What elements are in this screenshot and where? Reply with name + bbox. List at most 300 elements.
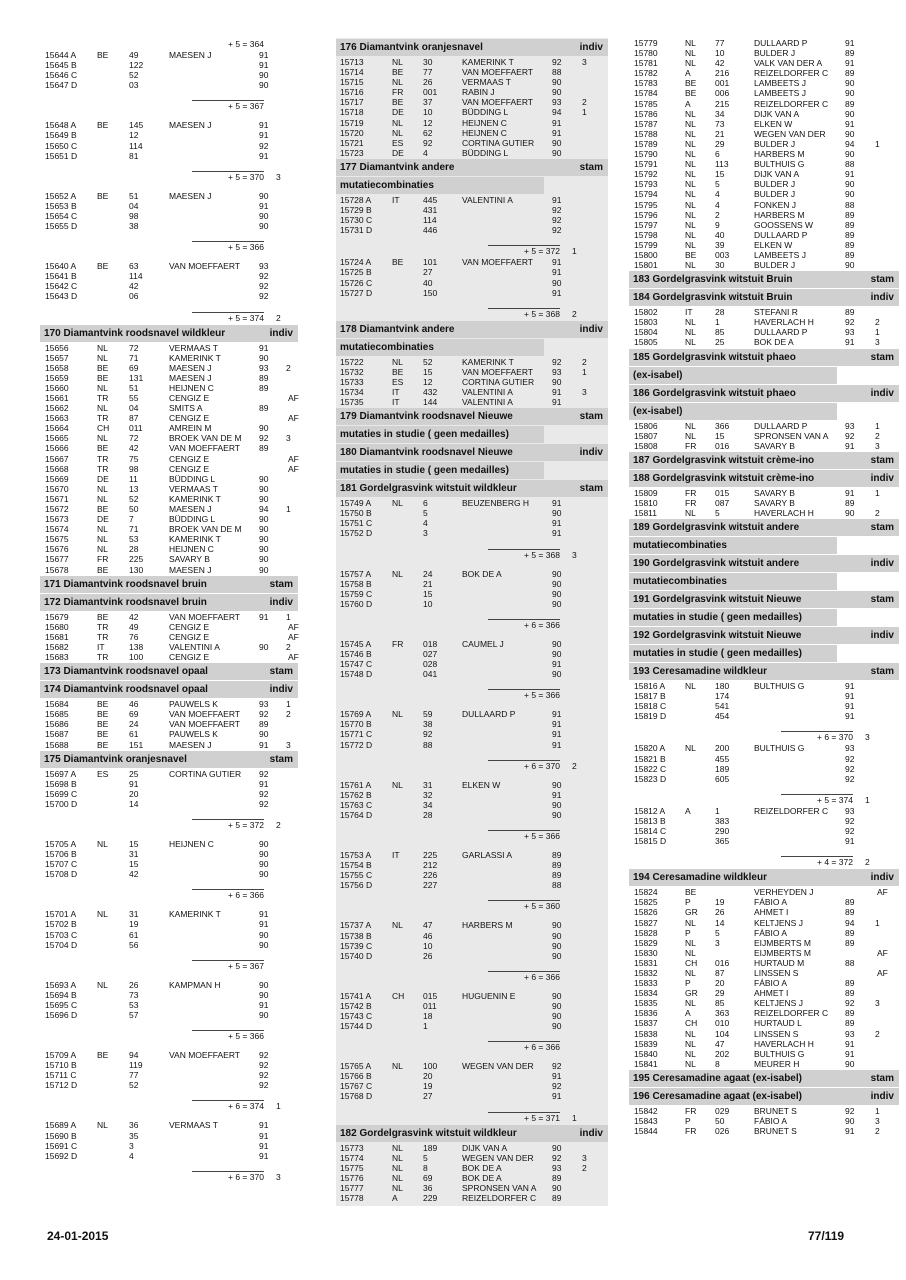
bird-id: 71 xyxy=(129,524,139,535)
section-kind: stam xyxy=(870,666,894,678)
bird-id: 114 xyxy=(423,215,437,226)
exhibitor-name: FÁBIO A xyxy=(754,927,788,938)
table-row xyxy=(629,938,899,948)
score: 90 xyxy=(259,641,269,652)
section-title: 177 Diamantvink andere xyxy=(340,161,455,173)
exhibitor-name: BÜDDING L xyxy=(169,514,216,525)
table-row xyxy=(336,77,608,87)
exhibitor-name: AHMET I xyxy=(754,907,789,918)
country: NL xyxy=(97,909,108,920)
exhibitor-name: VAN MOEFFAERT xyxy=(462,366,534,377)
country: BE xyxy=(97,719,109,730)
ring-number: 15700 D xyxy=(45,798,78,809)
bird-id: 49 xyxy=(129,50,139,60)
ring-number: 15784 xyxy=(634,88,658,99)
table-row xyxy=(629,907,899,917)
table-row xyxy=(336,1183,608,1193)
bird-id: 34 xyxy=(715,108,725,119)
table-row xyxy=(629,754,899,764)
section-title: 185 Gordelgrasvink witstuit phaeo xyxy=(633,351,796,363)
subtotal-text: + 6 = 366 xyxy=(524,971,560,982)
country: GR xyxy=(685,988,698,999)
score: 92 xyxy=(259,291,269,302)
subtotal-row xyxy=(336,539,608,561)
table-row xyxy=(629,99,899,109)
table-row xyxy=(336,225,608,235)
award: 2 xyxy=(875,1126,880,1137)
section-title: 174 Diamantvink roodsnavel opaal xyxy=(44,684,208,696)
score: 90 xyxy=(845,1116,855,1126)
bird-id: 42 xyxy=(715,58,725,69)
exhibitor-name: MAESEN J xyxy=(169,739,212,750)
score: 90 xyxy=(552,1021,562,1032)
section-header xyxy=(629,349,899,366)
ring-number: 15821 B xyxy=(634,753,666,764)
table-row xyxy=(40,622,298,632)
ring-number: 15644 A xyxy=(45,50,77,60)
ring-number: 15652 A xyxy=(45,190,77,201)
exhibitor-name: SAVARY B xyxy=(754,440,795,451)
country: DE xyxy=(392,147,404,158)
award: 2 xyxy=(875,430,880,441)
table-row xyxy=(336,880,608,890)
subtotal-text: + 5 = 360 xyxy=(524,901,560,912)
exhibitor-name: DULLAARD P xyxy=(754,327,808,338)
bird-id: 69 xyxy=(129,709,139,720)
country: NL xyxy=(685,1058,696,1069)
subtotal-row xyxy=(629,784,899,806)
bird-id: 53 xyxy=(129,999,139,1010)
country: NL xyxy=(685,138,696,149)
ring-number: 15837 xyxy=(634,1018,658,1029)
table-row xyxy=(40,909,298,919)
ring-number: 15687 xyxy=(45,729,69,740)
ring-number: 15815 D xyxy=(634,836,667,847)
ring-number: 15724 A xyxy=(340,257,372,268)
score: 90 xyxy=(259,70,269,81)
table-row xyxy=(629,836,899,846)
table-row xyxy=(629,260,899,270)
score: 90 xyxy=(259,869,269,880)
section-header-continued xyxy=(336,177,544,194)
score: 90 xyxy=(259,989,269,1000)
exhibitor-name: HURTAUD M xyxy=(754,957,805,968)
subtotal-text: + 5 = 367 xyxy=(228,101,264,112)
table-row xyxy=(629,441,899,451)
score: 92 xyxy=(259,1060,269,1071)
exhibitor-name: WEGEN VAN DER xyxy=(754,128,826,139)
bird-id: 12 xyxy=(423,376,433,387)
ring-number: 15661 xyxy=(45,392,69,403)
ring-number: 15776 xyxy=(340,1172,364,1183)
country: TR xyxy=(97,621,109,632)
country: NL xyxy=(685,1038,696,1049)
table-row xyxy=(629,230,899,240)
score: 91 xyxy=(845,58,855,69)
ring-number: 15825 xyxy=(634,897,658,908)
bird-id: 202 xyxy=(715,1048,730,1059)
score: 90 xyxy=(259,210,269,221)
score: 90 xyxy=(259,1010,269,1020)
country: NL xyxy=(685,118,696,129)
country: BE xyxy=(392,257,404,268)
bird-id: 26 xyxy=(129,979,139,990)
bird-id: 432 xyxy=(423,386,438,397)
country: BE xyxy=(392,67,404,78)
table-row xyxy=(629,948,899,958)
ring-number: 15787 xyxy=(634,118,658,129)
ring-number: 15645 B xyxy=(45,60,77,71)
score: 92 xyxy=(259,1080,269,1091)
table-row xyxy=(629,887,899,897)
score: 93 xyxy=(552,1162,562,1173)
country: BE xyxy=(97,709,109,720)
country: BE xyxy=(97,362,109,373)
exhibitor-name: KAMPMAN H xyxy=(169,979,221,990)
table-row xyxy=(40,859,298,869)
award: AF xyxy=(288,392,299,403)
ring-number: 15841 xyxy=(634,1058,658,1069)
section-title: (ex-isabel) xyxy=(633,405,683,417)
bird-id: 28 xyxy=(129,544,139,555)
section-header-continued xyxy=(336,426,544,443)
exhibitor-name: CORTINA GUTIER xyxy=(169,768,242,779)
score: 91 xyxy=(845,38,855,48)
spacer xyxy=(40,112,298,120)
table-row xyxy=(336,1011,608,1021)
section-header xyxy=(40,576,298,593)
country: NL xyxy=(685,149,696,160)
bird-id: 88 xyxy=(423,739,433,750)
ring-number: 15810 xyxy=(634,497,658,508)
section-header xyxy=(40,594,298,611)
bird-id: 30 xyxy=(715,260,725,271)
bird-id: 30 xyxy=(423,57,433,67)
score: 90 xyxy=(552,1000,562,1011)
table-row xyxy=(336,397,608,407)
score: 92 xyxy=(259,433,269,444)
country: NL xyxy=(392,920,403,931)
section-kind: indiv xyxy=(579,1127,603,1139)
ring-number: 15683 xyxy=(45,652,69,663)
bird-id: 69 xyxy=(423,1172,433,1183)
section-header xyxy=(40,325,298,342)
score: 91 xyxy=(259,919,269,930)
bird-id: 018 xyxy=(423,638,438,649)
bird-id: 34 xyxy=(423,799,433,810)
exhibitor-name: HURTAUD L xyxy=(754,1018,802,1029)
score: 88 xyxy=(552,880,562,891)
ring-number: 15697 A xyxy=(45,768,77,779)
score: 90 xyxy=(259,524,269,535)
exhibitor-name: KAMERINK T xyxy=(462,356,514,367)
ring-number: 15674 xyxy=(45,524,69,535)
bird-id: 31 xyxy=(129,909,139,920)
exhibitor-name: VERHEYDEN J xyxy=(754,887,814,898)
score: 92 xyxy=(845,430,855,441)
bird-id: 9 xyxy=(715,219,720,230)
spacer xyxy=(336,842,608,850)
bird-id: 365 xyxy=(715,836,730,847)
bird-id: 04 xyxy=(129,200,139,211)
table-row xyxy=(629,711,899,721)
exhibitor-name: VAN MOEFFAERT xyxy=(462,97,534,108)
country: NL xyxy=(392,709,403,720)
country: BE xyxy=(97,564,109,575)
country: BE xyxy=(685,78,697,89)
table-row xyxy=(629,109,899,119)
table-row xyxy=(336,639,608,649)
table-row xyxy=(336,377,608,387)
ring-number: 15835 xyxy=(634,998,658,1009)
subtotal-row xyxy=(336,750,608,772)
country: FR xyxy=(685,1105,697,1116)
country: NL xyxy=(392,117,403,128)
score: 91 xyxy=(845,169,855,180)
section-kind: indiv xyxy=(870,872,894,884)
bird-id: 40 xyxy=(715,229,725,240)
section-header xyxy=(629,869,899,886)
exhibitor-name: VALENTINI A xyxy=(462,397,513,408)
score: 91 xyxy=(845,1048,855,1059)
spacer xyxy=(336,1053,608,1061)
subtotal-place: 2 xyxy=(572,308,577,319)
country: NL xyxy=(97,524,108,535)
exhibitor-name: MAESEN J xyxy=(169,50,212,60)
bird-id: 4 xyxy=(715,199,720,210)
subtotal-row xyxy=(40,1090,298,1112)
bird-id: 363 xyxy=(715,1008,730,1019)
country: IT xyxy=(97,641,105,652)
section-title: 190 Gordelgrasvink witstuit andere xyxy=(633,558,800,570)
award: 1 xyxy=(582,366,587,377)
ring-number: 15725 B xyxy=(340,267,372,278)
bird-id: 25 xyxy=(129,768,139,779)
table-row xyxy=(629,998,899,1008)
table-row xyxy=(629,240,899,250)
country: NL xyxy=(685,48,696,59)
exhibitor-name: HARBERS M xyxy=(754,149,805,160)
score: 90 xyxy=(552,568,562,579)
bird-id: 15 xyxy=(129,838,139,849)
score: 92 xyxy=(259,788,269,799)
spacer xyxy=(40,901,298,909)
exhibitor-name: RABIN J xyxy=(462,87,495,98)
ring-number: 15747 C xyxy=(340,659,373,670)
award: 1 xyxy=(875,487,880,498)
score: 89 xyxy=(845,229,855,240)
score: 94 xyxy=(845,138,855,149)
score: 91 xyxy=(845,337,855,348)
section-header xyxy=(629,591,899,608)
table-row xyxy=(40,191,298,201)
subtotal-place: 2 xyxy=(276,312,281,323)
table-row xyxy=(629,764,899,774)
exhibitor-name: SPRONSEN VAN A xyxy=(754,430,829,441)
ring-number: 15772 D xyxy=(340,739,373,750)
section-header xyxy=(629,289,899,306)
score: 90 xyxy=(845,179,855,190)
subtotal-text: + 6 = 366 xyxy=(524,619,560,630)
bird-id: 52 xyxy=(423,356,433,367)
exhibitor-name: AHMET I xyxy=(754,988,789,999)
score: 91 xyxy=(845,1038,855,1049)
table-row xyxy=(336,205,608,215)
bird-id: 4 xyxy=(423,518,428,529)
subtotal-text: + 6 = 370 xyxy=(524,760,560,771)
subtotal-row xyxy=(336,1102,608,1124)
table-row xyxy=(336,790,608,800)
ring-number: 15675 xyxy=(45,534,69,545)
score: 91 xyxy=(259,120,269,131)
exhibitor-name: VERMAAS T xyxy=(169,342,218,353)
bird-id: 46 xyxy=(423,930,433,941)
ring-number: 15641 B xyxy=(45,271,77,282)
ring-number: 15689 A xyxy=(45,1120,77,1131)
section-header xyxy=(336,321,608,338)
bird-id: 15 xyxy=(423,588,433,599)
subtotal-text: + 4 = 372 xyxy=(817,857,853,868)
table-row xyxy=(336,518,608,528)
section-title: mutatiecombinaties xyxy=(633,576,727,588)
country: NL xyxy=(392,127,403,138)
bird-id: 119 xyxy=(129,1060,143,1071)
section-header xyxy=(629,271,899,288)
score: 91 xyxy=(845,440,855,451)
ring-number: 15717 xyxy=(340,97,364,108)
score: 89 xyxy=(845,219,855,230)
subtotal-text: + 5 = 366 xyxy=(524,690,560,701)
award: 3 xyxy=(875,440,880,451)
score: 90 xyxy=(259,544,269,555)
bird-id: 12 xyxy=(423,117,433,128)
country: TR xyxy=(97,453,109,464)
bird-id: 29 xyxy=(715,988,725,999)
subtotal-place: 1 xyxy=(572,1112,577,1123)
ring-number: 15809 xyxy=(634,487,658,498)
spacer xyxy=(40,831,298,839)
bird-id: 041 xyxy=(423,669,438,680)
ring-number: 15695 C xyxy=(45,999,78,1010)
table-row xyxy=(629,48,899,58)
score: 91 xyxy=(552,729,562,740)
ring-number: 15718 xyxy=(340,107,364,118)
bird-id: 24 xyxy=(129,719,139,730)
section-kind: indiv xyxy=(870,558,894,570)
exhibitor-name: BULDER J xyxy=(754,48,796,59)
ring-number: 15783 xyxy=(634,78,658,89)
score: 90 xyxy=(552,638,562,649)
bird-id: 145 xyxy=(129,120,144,131)
score: 90 xyxy=(259,534,269,545)
section-title: 183 Gordelgrasvink witstuit Bruin xyxy=(633,274,793,286)
table-row xyxy=(336,367,608,377)
section-title: mutatiecombinaties xyxy=(633,540,727,552)
ring-number: 15752 D xyxy=(340,528,373,539)
bird-id: 27 xyxy=(423,1091,433,1102)
bird-id: 98 xyxy=(129,210,139,221)
ring-number: 15704 D xyxy=(45,939,78,950)
bird-id: 73 xyxy=(129,989,139,1000)
section-kind: stam xyxy=(269,578,293,590)
ring-number: 15793 xyxy=(634,179,658,190)
ring-number: 15715 xyxy=(340,77,364,88)
table-row xyxy=(40,271,298,281)
subtotal-row xyxy=(336,890,608,912)
exhibitor-name: KELTJENS J xyxy=(754,998,803,1009)
bird-id: 5 xyxy=(715,927,720,938)
bird-id: 87 xyxy=(715,967,725,978)
score: 89 xyxy=(845,307,855,318)
bird-id: 151 xyxy=(129,739,144,750)
bird-id: 029 xyxy=(715,1105,730,1116)
table-row xyxy=(629,897,899,907)
score: 91 xyxy=(259,1150,269,1161)
country: NL xyxy=(685,199,696,210)
exhibitor-name: HAVERLACH H xyxy=(754,1038,814,1049)
ring-number: 15830 xyxy=(634,947,658,958)
table-row xyxy=(629,978,899,988)
table-row xyxy=(336,1193,608,1203)
table-row xyxy=(336,57,608,67)
exhibitor-name: DIJK VAN A xyxy=(754,108,800,119)
exhibitor-name: DULLAARD P xyxy=(754,38,808,48)
ring-number: 15663 xyxy=(45,413,69,424)
exhibitor-name: VALENTINI A xyxy=(169,641,220,652)
ring-number: 15799 xyxy=(634,239,658,250)
bird-id: 03 xyxy=(129,80,139,91)
country: BE xyxy=(97,1050,109,1061)
table-row xyxy=(336,941,608,951)
score: 91 xyxy=(552,498,562,509)
ring-number: 15693 A xyxy=(45,979,77,990)
score: 93 xyxy=(845,420,855,431)
section-title: 191 Gordelgrasvink witstuit Nieuwe xyxy=(633,594,802,606)
ring-number: 15659 xyxy=(45,372,69,383)
country: BE xyxy=(685,249,697,260)
bird-id: 20 xyxy=(715,978,725,989)
ring-number: 15757 A xyxy=(340,568,372,579)
bird-id: 189 xyxy=(423,1142,438,1153)
score: 92 xyxy=(845,998,855,1009)
score: 90 xyxy=(552,669,562,680)
table-row xyxy=(629,119,899,129)
bird-id: 229 xyxy=(423,1193,438,1203)
section-title: 171 Diamantvink roodsnavel bruin xyxy=(44,578,207,590)
country: NL xyxy=(685,169,696,180)
exhibitor-name: BULTHUIS G xyxy=(754,1048,805,1059)
table-row xyxy=(40,1120,298,1130)
score: 89 xyxy=(845,68,855,79)
exhibitor-name: HUGUENIN E xyxy=(462,990,516,1001)
table-row xyxy=(40,484,298,494)
section-kind: indiv xyxy=(579,42,603,53)
footer-date: 24-01-2015 xyxy=(47,1229,109,1243)
score: 92 xyxy=(845,753,855,764)
table-row xyxy=(40,211,298,221)
table-row xyxy=(40,849,298,859)
score: 90 xyxy=(552,930,562,941)
bird-id: 24 xyxy=(423,568,433,579)
bird-id: 71 xyxy=(129,352,139,363)
section-header xyxy=(629,555,899,572)
country: BE xyxy=(392,97,404,108)
country: A xyxy=(392,1193,398,1203)
bird-id: 114 xyxy=(129,271,143,282)
country: NL xyxy=(392,779,403,790)
table-row xyxy=(629,88,899,98)
award: 1 xyxy=(875,327,880,338)
